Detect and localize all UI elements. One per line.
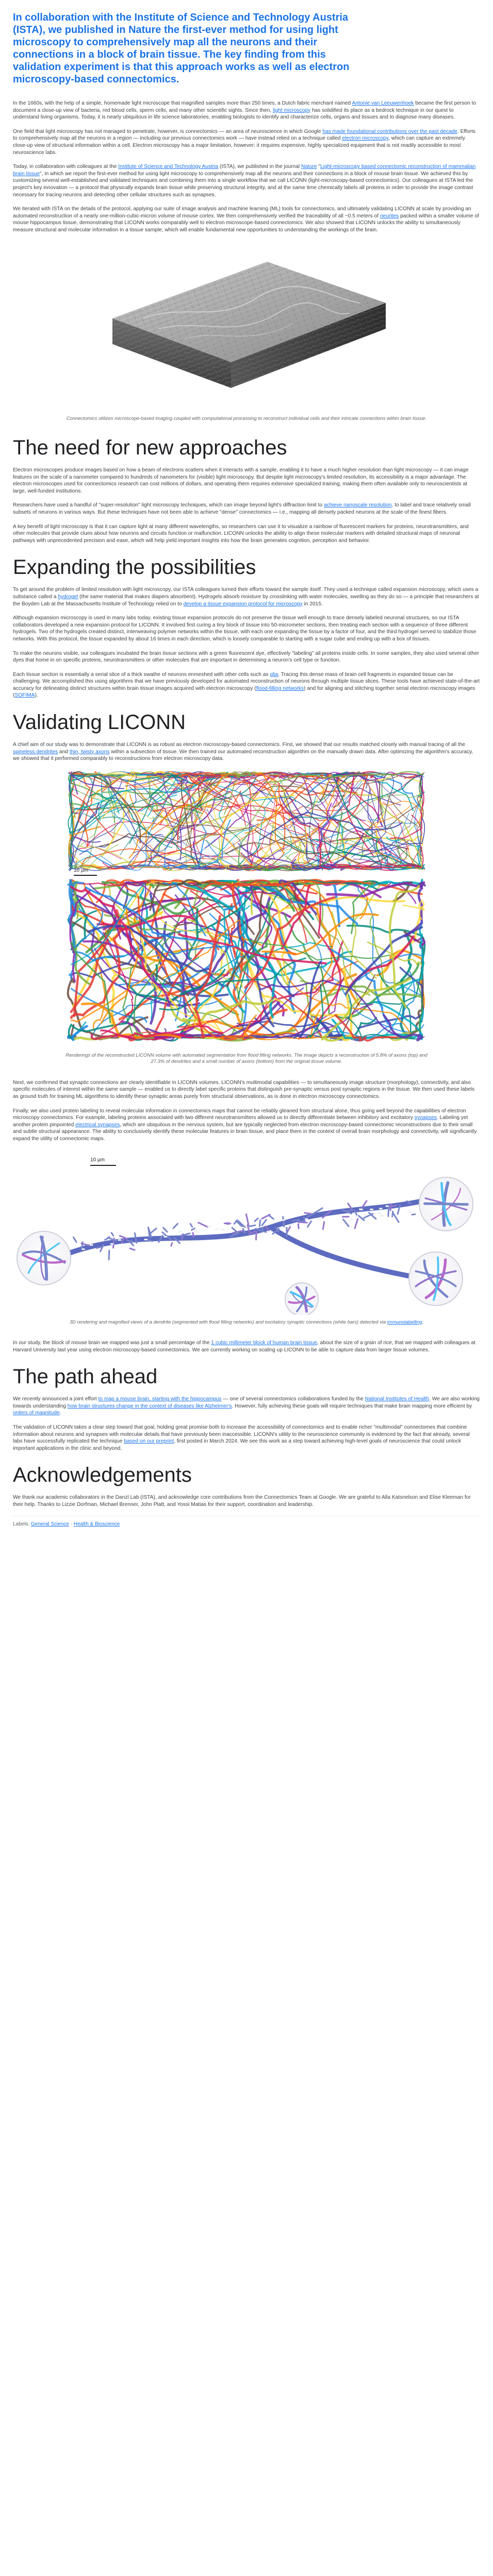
inline-link[interactable]: based on our preprint <box>124 1438 174 1445</box>
text-run: Researchers have used a handful of "super-resolution" light microscopy techniques, which can image beyond light's diffraction limit to <box>13 502 324 509</box>
text-run: ", in which we report the first-ever method for using light microscopy to comprehensively map all the neurons and their connections in a block of mouse brain tissue. We achieved this by customizing several well-established and validated techniques and combining them into a single workflow that we call LICONN (light-microscopy-based connectomics). Our colleagues at ISTA led the project's key innovation — a protocol that physically expands brain tissue while preserving structural integrity, and at the same time chemically labels all proteins in order to provide the image contrast necessary for tracing neurons and detecting other cellular structures such as synapses. <box>13 171 473 198</box>
expand-paragraph-1 <box>13 586 480 607</box>
validate-paragraph-2 <box>13 1079 480 1100</box>
inline-link[interactable]: thin, twisty axons <box>69 749 110 755</box>
text-run: , to label and trace relatively small subsets of neurons in various ways. But these techniques have not been able to achieve "dense" connectomics — i.e., mapping all densely packed neurons at the scale of the finest fibers. <box>13 502 471 515</box>
inline-link[interactable]: light microscopy <box>272 107 311 113</box>
inline-link[interactable]: electrical synapses <box>75 1122 120 1128</box>
scale-bar-label: 10 µm <box>74 867 88 873</box>
text-run: . However, fully achieving these goals will require techniques that make brain mapping more efficient by <box>232 1403 472 1409</box>
text-run: We recently announced a joint effort <box>13 1396 98 1402</box>
text-run: , first posted in March 2024. We see this work as a step toward achieving high-level goals of neuroscience that could unlock important applications in the clinic and beyond. <box>13 1438 462 1451</box>
inline-link[interactable]: achieve nanoscale resolution <box>324 502 392 509</box>
text-run: , about the size of a grain of rice, that we mapped with colleagues at Harvard University last year using electron microscopy-based connectomics. We are currently working on scaling up LICONN to be able to capture data from larger tissue volumes. <box>13 1340 475 1353</box>
label-link-general-science[interactable]: General Science <box>31 1521 69 1527</box>
validate-paragraph-1 <box>13 741 480 762</box>
text-run: The validation of LICONN takes a clear step toward that goal, holding great promise both to increase the accessibility of connectomics and to enable richer "multimodal" connectomes that combine information about neurons and synapses with molecular details that have previously been inaccessible. LICONN's utility to the neuroscience community is evidenced by the fact that already, several labs have successfully replicated the technique <box>13 1425 470 1445</box>
inline-link[interactable]: electron microscopy <box>342 135 389 142</box>
text-run: . Labeling yet another protein pinpointed <box>13 1115 468 1128</box>
expand-paragraph-4 <box>13 671 480 699</box>
text-run: within a subsection of tissue. We then trained our automated reconstruction algorithm on the manually drawn data. After optimizing the algorithm's accuracy, we showed that it performed comparably to reconstructions from electron microscopy data. <box>13 749 473 762</box>
text-run: . We are also working towards understanding <box>13 1396 480 1409</box>
validate-paragraph-3 <box>13 1108 480 1143</box>
tissue-block-figure <box>81 241 412 411</box>
text-run: has solidified its place as a bedrock technique in our quest to understand living organisms. Today, it is nearly ubiquitous in life science laboratories, enabling biologists to identify and characterize cells, organs and tissues and to diagnose many diseases. <box>13 107 455 121</box>
text-run: . Tracing this dense mass of brain cell fragments in expanded tissue can be challenging. We accomplished this using algorithms that we have previously developed for automated reconstruction of neurons through multiple tissue slices. These tools have achieved state-of-the-art accuracy for delineating distinct structures within brain tissue images acquired with electron microscopy ( <box>13 671 480 691</box>
text-run: To get around the problem of limited resolution with light microscopy, our ISTA colleagues turned their efforts toward the sample itself. They used a technique called expansion microscopy, which uses a substance called a <box>13 587 479 600</box>
inline-link[interactable]: Institute of Science and Technology Austria <box>118 164 219 170</box>
text-run: One field that light microscopy has not managed to penetrate, however, is connectomics — an area of neuroscience in which Google <box>13 128 323 134</box>
text-run: , which can capture an extremely close-up view of structural information within a cell. Electron microscopy has a major limitation, however: it requires expensive, highly specialized equipment that is not readily accessible to most neuroscience labs. <box>13 135 465 156</box>
text-run: . <box>59 1410 61 1416</box>
text-run: became the first person to document a close-up view of bacteria, red blood cells, sperm cells, and many other scientific sights. Since then, <box>13 100 476 113</box>
section-heading-path-ahead: The path ahead <box>13 1365 158 1388</box>
text-run: A key benefit of light microscopy is that it can capture light at many different wavelengths, so researchers can use it to visualize a rainbow of fluorescent markers for proteins, neurotransmitters, and other molecules that provide clues about how neurons and circuits function or malfunction. LICONN unlocks the ability to align these molecular markers with detailed structural maps of neuronal pathways with unprecedented precision and ease, which will help yield important insights into how the brain generates cognition, perception and behavior. <box>13 523 469 544</box>
segmentation-rendering-figure <box>61 770 432 1048</box>
inline-link[interactable]: SOFIMA <box>14 692 35 699</box>
section-heading-need: The need for new approaches <box>13 436 287 459</box>
inline-link[interactable]: hydrogel <box>58 594 78 600</box>
section-heading-acknowledgements: Acknowledgements <box>13 1464 192 1487</box>
text-run: and <box>58 749 70 755</box>
text-run: , which are ubiquitous in the nervous system, but are typically neglected from electron microscopy-based connectomic reconstructions due to their small and subtle structural appearance. The ability to conclusively identify these molecular features in brain tissue, and place them in the context of overall brain morphology and connectivity, will significantly expand the utility of connectomic maps. <box>13 1122 477 1142</box>
text-run: packed within a smaller volume of mouse hippocampus tissue, demonstrating that LICONN works comparably well to electron microscope-based connectomics. We also showed that LICONN unlocks the ability to simultaneously measure structural and molecular information in a tissue sample, which will enable fundamental new opportunities to understanding the workings of the brain. <box>13 213 479 233</box>
validate-paragraph-4 <box>13 1340 480 1353</box>
section-heading-validating: Validating LICONN <box>13 711 186 734</box>
inline-link[interactable]: synapses <box>414 1115 437 1121</box>
text-run: . <box>422 1318 424 1325</box>
text-run: — one of several connectomics collaborations funded by the <box>221 1396 365 1402</box>
inline-link[interactable]: develop a tissue expansion protocol for microscopy <box>183 601 303 607</box>
text-run: 3D rendering and magnified views of a dendrite (segmented with flood filling networks) and excitatory synaptic connections (white bars) detected via <box>69 1318 387 1325</box>
inline-link[interactable]: Light-microscopy based connectomic reconstruction of mammalian brain tissue <box>13 164 476 177</box>
text-run: We thank our academic collaborators in the Danzl Lab (ISTA), and acknowledge core contributions from the Connectomics Team at Google. We are grateful to Alla Katsnelson and Elise Kleeman for their help. Thanks to Lizzie Dorfman, Michael Brenner, John Platt, and Yossi Matias for their support, coordination and leadership. <box>13 1495 471 1508</box>
text-run: Electron microscopes produce images based on how a beam of electrons scatters when it interacts with a sample, enabling it to have a much higher resolution than light microscopy — it can image features on the scale of a nanometer compared to hundreds of nanometers for (visible) light microscopy. But despite light microscopy's limited resolution, its accessibility is a major advantage. The electron microscopes used for connectomics research can cost millions of dollars, and operating them requires extensive specialized training, making them often available only to neuroscientists at large, well-funded institutions. <box>13 467 469 494</box>
text-run: A chief aim of our study was to demonstrate that LICONN is as robust as electron microscopy-based connectomics. First, we showed that our results matched closely with manual tracing of all the <box>13 742 466 748</box>
intro-paragraph-3 <box>13 163 480 198</box>
figure-caption-2: Renderings of the reconstructed LICONN volume with automated segmentation from flood filling networks. The image depicts a reconstruction of 5.8% of axons (top) and 27.3% of dendrites and a small number of axons (bottom) from the original tissue volume. <box>65 1052 428 1064</box>
text-run: (ISTA), we published in the journal <box>218 164 301 170</box>
zoom-circle-right-bottom <box>409 1252 463 1306</box>
text-run: Each tissue section is essentially a serial slice of a thick swathe of neurons enmeshed with other cells such as <box>13 671 270 677</box>
text-run: Although expansion microscopy is used in many labs today, existing tissue expansion protocols do not preserve the tissue well enough to trace densely labeled neuronal structures, so our ISTA collaborators developed a new expansion protocol for LICONN. It involved first curing a tiny block of tissue into 50-micrometer sections, then treating each section with a sequence of three different hydrogels. Two of the hydrogels created distinct, interweaving polymer networks within the tissue, with each one expanding the tissue by a factor of four, and the third hydrogel served to stabilize those networks. With this protocol, the tissue expanded by about 16 times in each direction, which is loosely comparable to starting with a sugar cube and ending up with a box of tissues. <box>13 615 476 642</box>
text-run: ) and for aligning and stitching together serial electron microscopy images ( <box>13 685 475 699</box>
inline-link[interactable]: Nature <box>301 164 317 170</box>
inline-link[interactable]: glia <box>270 671 278 677</box>
intro-paragraph-1 <box>13 100 480 121</box>
inline-link[interactable]: National Institutes of Health <box>365 1396 430 1402</box>
text-run: ). <box>35 692 38 699</box>
text-run: In our study, the block of mouse brain we mapped was just a small percentage of the <box>13 1340 211 1346</box>
need-paragraph-3 <box>13 523 480 545</box>
text-run: . Efforts to comprehensively map all the neurons in a region — including our previous connectomics work — have instead relied on a technique called <box>13 128 475 142</box>
text-run: To make the neurons visible, our colleagues incubated the brain tissue sections with a green fluorescent dye, effectively "labeling" all proteins inside cells. In some samples, they also used several other dyes that home in on specific proteins, neurotransmitters or other molecules that are important in determining a neuron's cell type or function. <box>13 650 480 664</box>
inline-link[interactable]: to map a mouse brain, starting with the hippocampus <box>98 1396 222 1402</box>
inline-link[interactable]: orders of magnitude <box>13 1410 60 1416</box>
need-paragraph-2 <box>13 502 480 516</box>
intro-paragraph-4 <box>13 206 480 233</box>
text-run: We iterated with ISTA on the details of the protocol, applying our suite of image analysis and machine learning (ML) tools for connectomics, and ultimately validating LICONN at scale by providing an automated reconstruction of a nearly one-million-cubic-micron volume of mouse cortex. We then comprehensively verified the traceability of all ~0.5 meters of <box>13 206 471 219</box>
text-run: In the 1660s, with the help of a simple, homemade light microscope that magnified samples more than 250 times, a Dutch fabric merchant named <box>13 100 352 106</box>
ahead-paragraph-1 <box>13 1396 480 1417</box>
text-run: in 2015. <box>302 601 323 607</box>
expand-paragraph-2 <box>13 615 480 642</box>
labels-prefix: Labels: <box>13 1521 31 1527</box>
text-run: Today, in collaboration with colleagues at the <box>13 164 119 170</box>
text-run: (the same material that makes diapers absorbent). Hydrogels absorb moisture by crosslinking with water molecules, swelling as they do so — a principle that researchers at the Boyden Lab at the Massachusetts Institute of Technology relied on to <box>13 594 479 607</box>
dendrite-rendering <box>70 1201 420 1276</box>
inline-link[interactable]: Antonie van Leeuwenhoek <box>352 100 414 106</box>
ahead-paragraph-2 <box>13 1424 480 1452</box>
section-heading-expanding: Expanding the possibilities <box>13 556 256 579</box>
inline-link[interactable]: spineless dendrites <box>13 749 58 755</box>
intro-paragraph-2 <box>13 128 480 156</box>
ack-paragraph <box>13 1494 480 1508</box>
figure-caption-3 <box>59 1319 434 1326</box>
labels-footer <box>13 1516 480 1527</box>
inline-link[interactable]: 1 cubic millimeter block of human brain tissue <box>211 1340 317 1346</box>
labels-separator: · <box>70 1521 74 1527</box>
scale-bar-label-2: 10 µm <box>90 1157 105 1163</box>
inline-link[interactable]: immunolabelling <box>387 1318 422 1325</box>
expand-paragraph-3 <box>13 650 480 664</box>
inline-link[interactable]: has made foundational contributions over the past decade <box>322 128 457 134</box>
text-run: Finally, we also used protein labeling to reveal molecular information in connectomics maps that cannot be reliably gleaned from structural alone, thus going well beyond the capabilities of electron microscopy connectomics. For example, labeling proteins associated with two different neurotransmitters allowed us to directly differentiate between inhibitory and excitatory <box>13 1108 466 1121</box>
inline-link[interactable]: flood-filling networks <box>256 685 304 691</box>
inline-link[interactable]: neurites <box>380 213 399 219</box>
label-link-health-bioscience[interactable]: Health & Bioscience <box>73 1521 120 1527</box>
text-run: " <box>317 164 321 170</box>
inline-link[interactable]: how brain structures change in the context of diseases like Alzheimer's <box>67 1403 232 1409</box>
lead-paragraph: In collaboration with the Institute of Science and Technology Austria (ISTA), we published in Nature the first-ever method for using light microscopy to comprehensively map all the neurons and their connections in a block of brain tissue. The key finding from this validation experiment is that this approach works as well as electron microscopy-based connectomics. <box>13 12 350 85</box>
dendrite-synapse-figure <box>13 1150 480 1315</box>
text-run: Next, we confirmed that synaptic connections are clearly identifiable in LICONN volumes. LICONN's multimodal capabilities — to simultaneously image structure (morphology), connectivity, and also specific molecules of interest within the same sample — enabled us to directly label specific proteins that distinguish pre-synaptic versus post synaptic regions in the tissue. We then used these labels as ground truth for training ML algorithms to identify these synaptic areas purely from structural observations, as is done in electron microscopy connectomics. <box>13 1079 475 1100</box>
need-paragraph-1 <box>13 467 480 495</box>
figure-caption-1: Connectomics utilizes microscope-based imaging coupled with computational processing to reconstruct individual cells and their intricate connections within brain tissue. <box>66 415 427 421</box>
